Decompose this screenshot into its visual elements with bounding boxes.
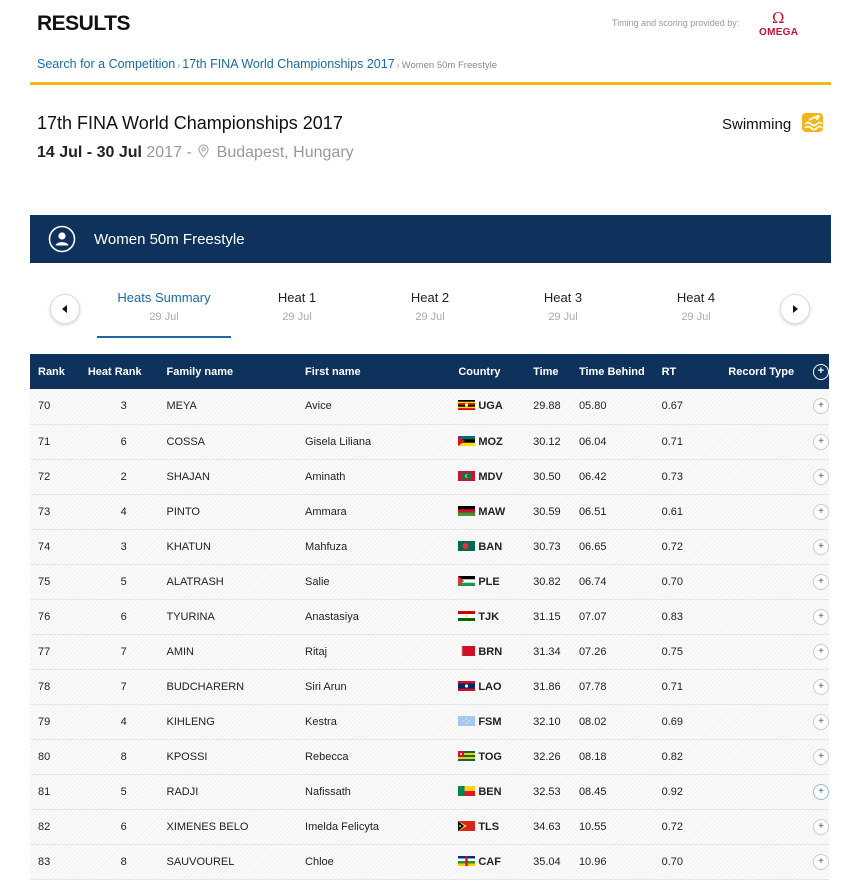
cell-heat-rank: 3	[120, 540, 127, 553]
cell-rank: 79	[38, 715, 51, 728]
event-title: Women 50m Freestyle	[94, 231, 245, 248]
col-rt[interactable]: RT	[661, 365, 677, 378]
cell-record-type	[728, 844, 813, 879]
cell-rt: 0.70	[661, 575, 684, 588]
cell-heat-rank: 8	[120, 855, 127, 868]
country-code: BEN	[478, 785, 502, 798]
cell-first-name: Chloe	[305, 855, 334, 868]
cell-record-type	[728, 704, 813, 739]
breadcrumb-search-competition[interactable]: Search for a Competition	[37, 57, 176, 71]
table-row	[30, 704, 829, 739]
cell-family-name: MEYA	[166, 400, 197, 413]
cell-first-name: Salie	[305, 575, 330, 588]
table-row	[30, 529, 829, 564]
cell-country	[458, 844, 533, 879]
expand-cell	[813, 774, 829, 809]
country-code: PLE	[478, 575, 500, 588]
col-rank[interactable]: Rank	[38, 365, 65, 378]
flag-icon	[458, 716, 475, 726]
cell-family-name: BUDCHARERN	[166, 680, 245, 693]
cell-rank: 75	[38, 575, 51, 588]
cell-first-name: Nafissath	[305, 785, 351, 798]
cell-time: 29.88	[533, 400, 561, 413]
table-row	[30, 389, 829, 424]
tab-label: Heats Summary	[117, 290, 211, 305]
cell-time: 30.50	[533, 470, 561, 483]
omega-logo-symbol[interactable]: Ω	[772, 9, 785, 27]
expand-all-cell	[813, 354, 829, 389]
cell-time: 30.82	[533, 575, 561, 588]
cell-record-type	[728, 389, 813, 424]
country-code: BAN	[478, 540, 503, 553]
flag-icon	[458, 400, 475, 410]
cell-rt: 0.71	[661, 435, 684, 448]
active-tab-indicator	[97, 336, 231, 338]
country-code: UGA	[478, 400, 503, 413]
table-row	[30, 809, 829, 844]
prev-tab-button[interactable]	[50, 294, 80, 324]
cell-heat-rank: 7	[120, 680, 127, 693]
cell-first-name: Avice	[305, 400, 332, 413]
cell-record-type	[728, 529, 813, 564]
cell-rt: 0.72	[661, 540, 684, 553]
table-row	[30, 634, 829, 669]
cell-family-name: XIMENES BELO	[166, 820, 249, 833]
sport-label: Swimming	[722, 116, 792, 133]
tab-date: 29 Jul	[415, 311, 445, 323]
expand-row-button[interactable]: +	[813, 819, 829, 835]
omega-logo[interactable]: OMEGA	[759, 27, 799, 38]
expand-row-button[interactable]: +	[813, 574, 829, 590]
breadcrumb-competition[interactable]: 17th FINA World Championships 2017	[182, 57, 395, 71]
expand-cell	[813, 669, 829, 704]
cell-country	[458, 809, 533, 844]
col-first-name[interactable]: First name	[305, 365, 361, 378]
expand-cell	[813, 494, 829, 529]
cell-country	[458, 634, 533, 669]
col-record-type[interactable]: Record Type	[728, 365, 795, 378]
cell-time: 35.04	[533, 855, 561, 868]
competition-dates	[37, 144, 354, 162]
cell-record-type	[728, 424, 813, 459]
cell-heat-rank: 6	[120, 435, 127, 448]
cell-first-name: Kestra	[305, 715, 337, 728]
col-time[interactable]: Time	[533, 365, 559, 378]
cell-family-name: ALATRASH	[166, 575, 224, 588]
expand-row-button[interactable]: +	[813, 609, 829, 625]
cell-rank: 83	[38, 855, 51, 868]
cell-rt: 0.82	[661, 750, 684, 763]
expand-cell	[813, 424, 829, 459]
flag-icon	[458, 646, 475, 656]
cell-time: 30.73	[533, 540, 561, 553]
cell-rt: 0.61	[661, 505, 684, 518]
page-title: RESULTS	[37, 12, 130, 35]
cell-rank: 72	[38, 470, 51, 483]
flag-icon	[458, 786, 475, 796]
location-pin-icon	[198, 144, 209, 158]
cell-heat-rank: 7	[120, 645, 127, 658]
cell-record-type	[728, 564, 813, 599]
table-row	[30, 669, 829, 704]
country-code: CAF	[478, 855, 501, 868]
tab-heat-1[interactable]	[230, 290, 364, 323]
expand-row-button[interactable]: +	[813, 854, 829, 870]
country-code: TOG	[478, 750, 502, 763]
country-code: MDV	[478, 470, 503, 483]
cell-time: 34.63	[533, 820, 561, 833]
cell-family-name: PINTO	[166, 505, 200, 518]
cell-time-behind: 07.26	[578, 645, 607, 658]
expand-cell	[813, 844, 829, 879]
cell-first-name: Gisela Liliana	[305, 435, 372, 448]
chevron-left-icon	[60, 304, 70, 314]
cell-time-behind: 10.55	[578, 820, 607, 833]
results-table	[30, 354, 829, 880]
cell-country	[458, 424, 533, 459]
tab-date: 29 Jul	[282, 311, 312, 323]
expand-cell	[813, 564, 829, 599]
expand-cell	[813, 634, 829, 669]
expand-row-button[interactable]: +	[813, 434, 829, 450]
cell-heat-rank: 4	[120, 505, 127, 518]
expand-cell	[813, 809, 829, 844]
flag-icon	[458, 856, 475, 866]
cell-heat-rank: 8	[120, 750, 127, 763]
cell-time: 32.53	[533, 785, 561, 798]
col-country[interactable]: Country	[458, 365, 501, 378]
cell-country	[458, 669, 533, 704]
cell-family-name: COSSA	[166, 435, 206, 448]
cell-family-name: AMIN	[166, 645, 194, 658]
cell-time-behind: 06.51	[578, 505, 607, 518]
cell-first-name: Imelda Felicyta	[305, 820, 380, 833]
expand-cell	[813, 704, 829, 739]
tab-date: 29 Jul	[681, 311, 711, 323]
expand-cell	[813, 739, 829, 774]
cell-time-behind: 10.96	[578, 855, 607, 868]
competition-title: 17th FINA World Championships 2017	[37, 113, 343, 133]
cell-rt: 0.92	[661, 785, 684, 798]
cell-country	[458, 704, 533, 739]
cell-first-name: Rebecca	[305, 750, 349, 763]
cell-first-name: Mahfuza	[305, 540, 348, 553]
cell-rt: 0.73	[661, 470, 684, 483]
chevron-right-icon	[790, 304, 800, 314]
cell-first-name: Ammara	[305, 505, 347, 518]
cell-country	[458, 774, 533, 809]
flag-icon	[458, 471, 475, 481]
cell-record-type	[728, 634, 813, 669]
cell-rank: 74	[38, 540, 51, 553]
cell-rt: 0.83	[661, 610, 684, 623]
expand-row-button[interactable]: +	[813, 749, 829, 765]
dash: -	[186, 144, 192, 161]
flag-icon	[458, 821, 475, 831]
flag-icon	[458, 751, 475, 761]
competition-location: Budapest, Hungary	[216, 144, 354, 161]
expand-row-button[interactable]: +	[813, 539, 829, 555]
table-row	[30, 774, 829, 809]
cell-country	[458, 459, 533, 494]
cell-record-type	[728, 599, 813, 634]
date-range: 14 Jul - 30 Jul	[37, 144, 142, 161]
table-row	[30, 844, 829, 879]
cell-record-type	[728, 459, 813, 494]
table-row	[30, 564, 829, 599]
cell-rank: 82	[38, 820, 51, 833]
cell-family-name: KIHLENG	[166, 715, 215, 728]
cell-family-name: KHATUN	[166, 540, 211, 553]
expand-row-button[interactable]: +	[813, 714, 829, 730]
cell-time: 30.59	[533, 505, 561, 518]
breadcrumb-separator: ›	[177, 60, 181, 70]
flag-icon	[458, 506, 475, 516]
cell-record-type	[728, 494, 813, 529]
expand-cell	[813, 599, 829, 634]
cell-time-behind: 08.45	[578, 785, 607, 798]
country-code: LAO	[478, 680, 502, 693]
col-time-behind[interactable]: Time Behind	[578, 365, 645, 378]
expand-row-button[interactable]: +	[813, 469, 829, 485]
cell-rt: 0.71	[661, 680, 684, 693]
cell-heat-rank: 6	[120, 610, 127, 623]
flag-icon	[458, 576, 475, 586]
cell-record-type	[728, 774, 813, 809]
cell-rank: 81	[38, 785, 51, 798]
expand-row-button[interactable]: +	[813, 398, 829, 414]
cell-heat-rank: 4	[120, 715, 127, 728]
cell-time-behind: 08.02	[578, 715, 607, 728]
col-heat-rank[interactable]: Heat Rank	[87, 365, 142, 378]
cell-heat-rank: 3	[120, 400, 127, 413]
table-row	[30, 424, 829, 459]
cell-family-name: SAUVOUREL	[166, 855, 235, 868]
competition-year: 2017	[146, 144, 182, 161]
country-code: TJK	[478, 610, 500, 623]
flag-icon	[458, 611, 475, 621]
cell-heat-rank: 5	[120, 575, 127, 588]
table-row	[30, 599, 829, 634]
cell-time-behind: 06.04	[578, 435, 607, 448]
cell-rank: 76	[38, 610, 51, 623]
country-code: BRN	[478, 645, 503, 658]
tab-date: 29 Jul	[149, 311, 179, 323]
cell-time: 32.26	[533, 750, 561, 763]
cell-rank: 71	[38, 435, 51, 448]
breadcrumb	[37, 57, 497, 71]
cell-country	[458, 529, 533, 564]
cell-time-behind: 06.74	[578, 575, 607, 588]
expand-cell	[813, 459, 829, 494]
expand-row-button[interactable]: +	[813, 644, 829, 660]
timing-credit-text: Timing and scoring provided by:	[612, 18, 740, 28]
expand-row-button[interactable]: +	[813, 504, 829, 520]
cell-time: 30.12	[533, 435, 561, 448]
cell-family-name: KPOSSI	[166, 750, 208, 763]
tab-date: 29 Jul	[548, 311, 578, 323]
cell-time-behind: 07.78	[578, 680, 607, 693]
cell-rt: 0.70	[661, 855, 684, 868]
cell-first-name: Aminath	[305, 470, 346, 483]
cell-record-type	[728, 739, 813, 774]
cell-time-behind: 05.80	[578, 400, 607, 413]
cell-rank: 73	[38, 505, 51, 518]
cell-first-name: Siri Arun	[305, 680, 347, 693]
next-tab-button[interactable]	[780, 294, 810, 324]
expand-row-button[interactable]: +	[813, 679, 829, 695]
tab-label: Heat 3	[543, 290, 583, 305]
cell-rank: 80	[38, 750, 51, 763]
cell-rank: 78	[38, 680, 51, 693]
cell-rt: 0.75	[661, 645, 684, 658]
cell-family-name: RADJI	[166, 785, 199, 798]
header-divider	[30, 82, 831, 85]
cell-first-name: Ritaj	[305, 645, 328, 658]
plus-circle-icon[interactable]: +	[813, 364, 829, 380]
cell-heat-rank: 2	[120, 470, 127, 483]
country-code: FSM	[478, 715, 502, 728]
cell-rt: 0.69	[661, 715, 684, 728]
tab-label: Heat 2	[410, 290, 450, 305]
cell-record-type	[728, 669, 813, 704]
cell-rt: 0.67	[661, 400, 684, 413]
person-icon	[48, 225, 76, 253]
cell-time: 31.34	[533, 645, 561, 658]
cell-time: 31.86	[533, 680, 561, 693]
tab-heat-2[interactable]	[363, 290, 497, 323]
country-code: MOZ	[478, 435, 503, 448]
cell-time-behind: 06.42	[578, 470, 607, 483]
tab-heats-summary[interactable]	[97, 290, 231, 323]
cell-heat-rank: 6	[120, 820, 127, 833]
tab-heat-3[interactable]	[496, 290, 630, 323]
cell-rt: 0.72	[661, 820, 684, 833]
tab-label: Heat 1	[277, 290, 317, 305]
table-header-row	[30, 354, 829, 389]
cell-first-name: Anastasiya	[305, 610, 359, 623]
cell-rank: 70	[38, 400, 51, 413]
cell-country	[458, 599, 533, 634]
table-row	[30, 459, 829, 494]
expand-row-button[interactable]: +	[813, 784, 829, 800]
country-code: MAW	[478, 505, 506, 518]
flag-icon	[458, 541, 475, 551]
tab-label: Heat 4	[676, 290, 716, 305]
cell-time: 32.10	[533, 715, 561, 728]
cell-country	[458, 494, 533, 529]
cell-rank: 77	[38, 645, 51, 658]
swimming-icon	[800, 110, 825, 135]
expand-cell	[813, 529, 829, 564]
cell-heat-rank: 5	[120, 785, 127, 798]
cell-time: 31.15	[533, 610, 561, 623]
cell-country	[458, 739, 533, 774]
table-row	[30, 494, 829, 529]
flag-icon	[458, 436, 475, 446]
cell-time-behind: 08.18	[578, 750, 607, 763]
table-row	[30, 739, 829, 774]
breadcrumb-current: Women 50m Freestyle	[401, 60, 498, 71]
cell-family-name: TYURINA	[166, 610, 215, 623]
country-code: TLS	[478, 820, 500, 833]
breadcrumb-separator: ›	[396, 60, 400, 70]
cell-country	[458, 564, 533, 599]
col-family-name[interactable]: Family name	[166, 365, 234, 378]
cell-family-name: SHAJAN	[166, 470, 210, 483]
tab-heat-4[interactable]	[629, 290, 763, 323]
cell-record-type	[728, 809, 813, 844]
cell-time-behind: 07.07	[578, 610, 607, 623]
expand-cell	[813, 389, 829, 424]
cell-country	[458, 389, 533, 424]
flag-icon	[458, 681, 475, 691]
cell-time-behind: 06.65	[578, 540, 607, 553]
